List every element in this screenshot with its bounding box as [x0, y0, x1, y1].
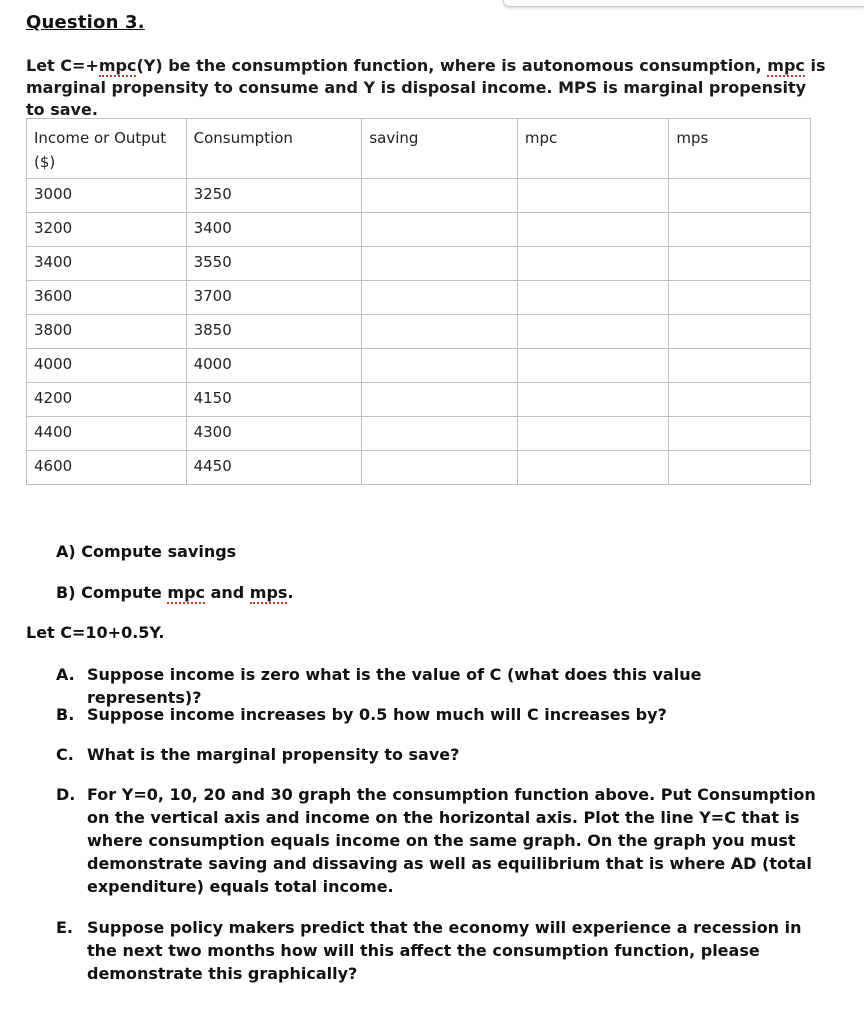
- cell-mps: [669, 417, 811, 451]
- cell-saving: [362, 315, 518, 349]
- cell-mpc: [517, 179, 669, 213]
- cell-mps: [669, 349, 811, 383]
- cell-income: 3800: [27, 315, 187, 349]
- window-edge: [503, 0, 864, 7]
- intro-text-3: is marginal propensity to consume and Y is disposal income. MPS is marginal propensity to save.: [26, 56, 826, 119]
- question-d-text: For Y=0, 10, 20 and 30 graph the consumption function above. Put Consumption on the vertical axis and income on the horizontal axis. Plot the line Y=C that is where consumption equals income on the same graph. On the graph you must demonstrate saving and dissaving as well as equilibrium that is where AD (total expenditure) equals total income.: [87, 785, 816, 896]
- cell-saving: [362, 349, 518, 383]
- mpc-term: mpc: [98, 56, 137, 75]
- question-c: [56, 743, 816, 766]
- question-c-text: What is the marginal propensity to save?: [87, 745, 460, 764]
- table-row: [27, 281, 811, 315]
- table-row: [27, 451, 811, 485]
- cell-mpc: [517, 247, 669, 281]
- cell-saving: [362, 247, 518, 281]
- cell-income: 4400: [27, 417, 187, 451]
- cell-mpc: [517, 349, 669, 383]
- cell-income: 3200: [27, 213, 187, 247]
- question-e: [56, 916, 816, 985]
- mpc-term-2: mpc: [767, 56, 805, 75]
- table-row: [27, 417, 811, 451]
- question-e-label: E.: [56, 918, 74, 937]
- cell-consumption: 4450: [186, 451, 362, 485]
- table-row: [27, 179, 811, 213]
- part-b-mps: mps: [249, 583, 288, 602]
- header-saving: saving: [362, 119, 518, 179]
- header-consumption: Consumption: [186, 119, 362, 179]
- part-a-compute-savings: A) Compute savings: [56, 542, 237, 561]
- question-b: [56, 703, 816, 726]
- cell-mps: [669, 179, 811, 213]
- question-b-text: Suppose income increases by 0.5 how much will C increases by?: [87, 705, 667, 724]
- cell-mpc: [517, 281, 669, 315]
- cell-income: 3600: [27, 281, 187, 315]
- cell-saving: [362, 213, 518, 247]
- question-a-label: A.: [56, 665, 75, 684]
- cell-consumption: 3700: [186, 281, 362, 315]
- question-d: [56, 783, 816, 898]
- question-e-text: Suppose policy makers predict that the economy will experience a recession in the next two months how will this affect the consumption function, please demonstrate this graphically?: [87, 918, 802, 983]
- cell-mpc: [517, 213, 669, 247]
- cell-mps: [669, 315, 811, 349]
- cell-mpc: [517, 315, 669, 349]
- cell-mps: [669, 451, 811, 485]
- part-b-mpc: mpc: [167, 583, 206, 602]
- cell-mps: [669, 213, 811, 247]
- cell-consumption: 3400: [186, 213, 362, 247]
- table-row: [27, 383, 811, 417]
- cell-mpc: [517, 451, 669, 485]
- cell-mps: [669, 247, 811, 281]
- question-b-label: B.: [56, 705, 75, 724]
- part-b-compute-mpc-mps: [56, 583, 294, 602]
- question-a-text: Suppose income is zero what is the value of C (what does this value represents)?: [87, 665, 702, 707]
- cell-income: 4000: [27, 349, 187, 383]
- part-b-and: and: [205, 583, 250, 602]
- intro-text-1: Let C=+: [26, 56, 99, 75]
- income-consumption-table: [26, 118, 811, 485]
- table-header-row: [27, 119, 811, 179]
- cell-saving: [362, 179, 518, 213]
- cell-mpc: [517, 383, 669, 417]
- cell-saving: [362, 281, 518, 315]
- cell-saving: [362, 383, 518, 417]
- cell-income: 4600: [27, 451, 187, 485]
- table-row: [27, 247, 811, 281]
- question-c-label: C.: [56, 745, 74, 764]
- question-title: Question 3.: [26, 12, 145, 33]
- cell-income: 3400: [27, 247, 187, 281]
- header-mps: mps: [669, 119, 811, 179]
- table-row: [27, 315, 811, 349]
- cell-income: 4200: [27, 383, 187, 417]
- intro-text-2: (Y) be the consumption function, where is autonomous consumption,: [136, 56, 768, 75]
- cell-consumption: 4000: [186, 349, 362, 383]
- consumption-function-statement: Let C=10+0.5Y.: [26, 623, 165, 642]
- intro-paragraph: [26, 55, 826, 121]
- cell-consumption: 3850: [186, 315, 362, 349]
- cell-consumption: 3250: [186, 179, 362, 213]
- cell-mpc: [517, 417, 669, 451]
- question-d-label: D.: [56, 785, 76, 804]
- cell-income: 3000: [27, 179, 187, 213]
- header-mpc: mpc: [517, 119, 669, 179]
- cell-mps: [669, 383, 811, 417]
- cell-consumption: 4300: [186, 417, 362, 451]
- part-b-period: .: [287, 583, 294, 602]
- header-income: Income or Output ($): [27, 119, 187, 179]
- part-b-prefix: B) Compute: [56, 583, 168, 602]
- cell-consumption: 4150: [186, 383, 362, 417]
- cell-consumption: 3550: [186, 247, 362, 281]
- cell-saving: [362, 417, 518, 451]
- table-row: [27, 213, 811, 247]
- table-row: [27, 349, 811, 383]
- cell-saving: [362, 451, 518, 485]
- cell-mps: [669, 281, 811, 315]
